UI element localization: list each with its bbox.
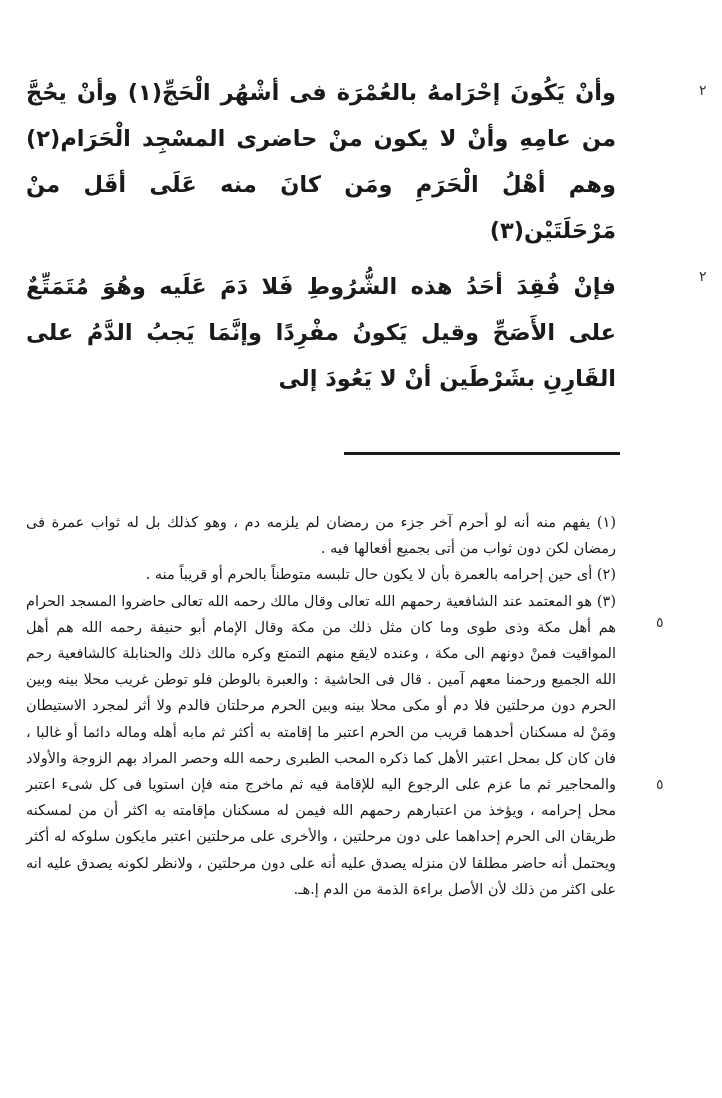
margin-mark: ٢ (699, 83, 707, 99)
margin-mark: ٢ (699, 269, 707, 285)
footnote-divider (344, 452, 620, 455)
footnote-1: (١) يفهم منه أنه لو أحرم آخر جزء من رمضان لم يلزمه دم ، وهو كذلك بل له ثواب عمرة فى رمضان لكن دون ثواب من أتى بجميع أفعالها فيه . (26, 515, 616, 558)
footnote-2: (٢) أى حين إحرامه بالعمرة بأن لا يكون حال تلبسه متوطناً بالحرم أو قريباً منه . (145, 567, 616, 584)
main-text-block (26, 70, 616, 402)
footnote-3: (٣) هو المعتمد عند الشافعية رحمهم الله تعالى وقال مالك رحمه الله تعالى حاضروا المسجد الحرام هم أهل مكة وذى طوى وما كان مثل ذلك من مكة وقال الإمام أبو حنيفة رحمه الله هم أهل المواقيت فمنْ دونهم الى مكة ، وعنده لايقع منهم التمتع وكره مالك ذلك والحنابلة كالشافعية رحم الله الجميع ورحمنا معهم آمين . قال فى الحاشية : والعبرة بالوطن فلو توطن غريب محلا بينه وبين الحرم دون مرحلتين فلا دم أو مكى محلا بينه وبين الحرم مرحلتان فالدم ولا أثر لمجرد الاستيطان ومَنْ له مسكنان أحدهما قريب من الحرم اعتبر ما إقامته به أكثر ثم مابه أهله وماله دائما أو غالبا ، فان كان كل بمحل اعتبر الأهل كما ذكره المحب الطبرى رحمه الله وحصر المراد بهم الزوجة والأولاد والمحاجير ثم ما عزم على الرجوع اليه للإقامة فيه ثم ماخرج منه فإن استويا فى كل شىء اعتبر محل إحرامه ، ويؤخذ من اعتبارهم رحمهم الله فيمن له مسكنان مإقامته به اكثر أن من لمسكنه طريقان الى الحرم إحداهما على دون مرحلتين ، والأخرى على مرحلتين اعتبر مايكون سلوكه له أكثر ويحتمل أنه حاضر مطلقا لان منزله يصدق عليه أنه على دون مرحلتين ، ولانظر لكونه يصدق عليه انه على اكثر من ذلك لأن الأصل براءة الذمة من الدم إ.هـ. (26, 593, 616, 898)
main-paragraph-1: وأنْ يَكُونَ إحْرَامهُ بالعُمْرَة فى أشْهُر الْحَجِّ(١) وأنْ يحُجَّ من عامِهِ وأنْ لا يكون منْ حاضرى المسْجِد الْحَرَام(٢) وهم أهْلُ الْحَرَمِ ومَن كانَ منه عَلَى أقَل منْ مَرْحَلَتَيْن(٣) (26, 80, 616, 244)
margin-mark: ٥ (656, 615, 664, 631)
main-paragraph-2: فإنْ فُقِدَ أحَدُ هذه الشُّرُوطِ فَلا دَمَ عَلَيه وهُوَ مُتَمَتِّعٌ على الأَصَحِّ وقيل يَكونُ مفْرِدًا وإنَّمَا يَجبُ الدَّمُ على القَارِنِ بشَرْطَين أنْ لا يَعُودَ إلى (26, 274, 616, 392)
margin-mark: ٥ (656, 777, 664, 793)
footnotes-block (26, 510, 616, 903)
